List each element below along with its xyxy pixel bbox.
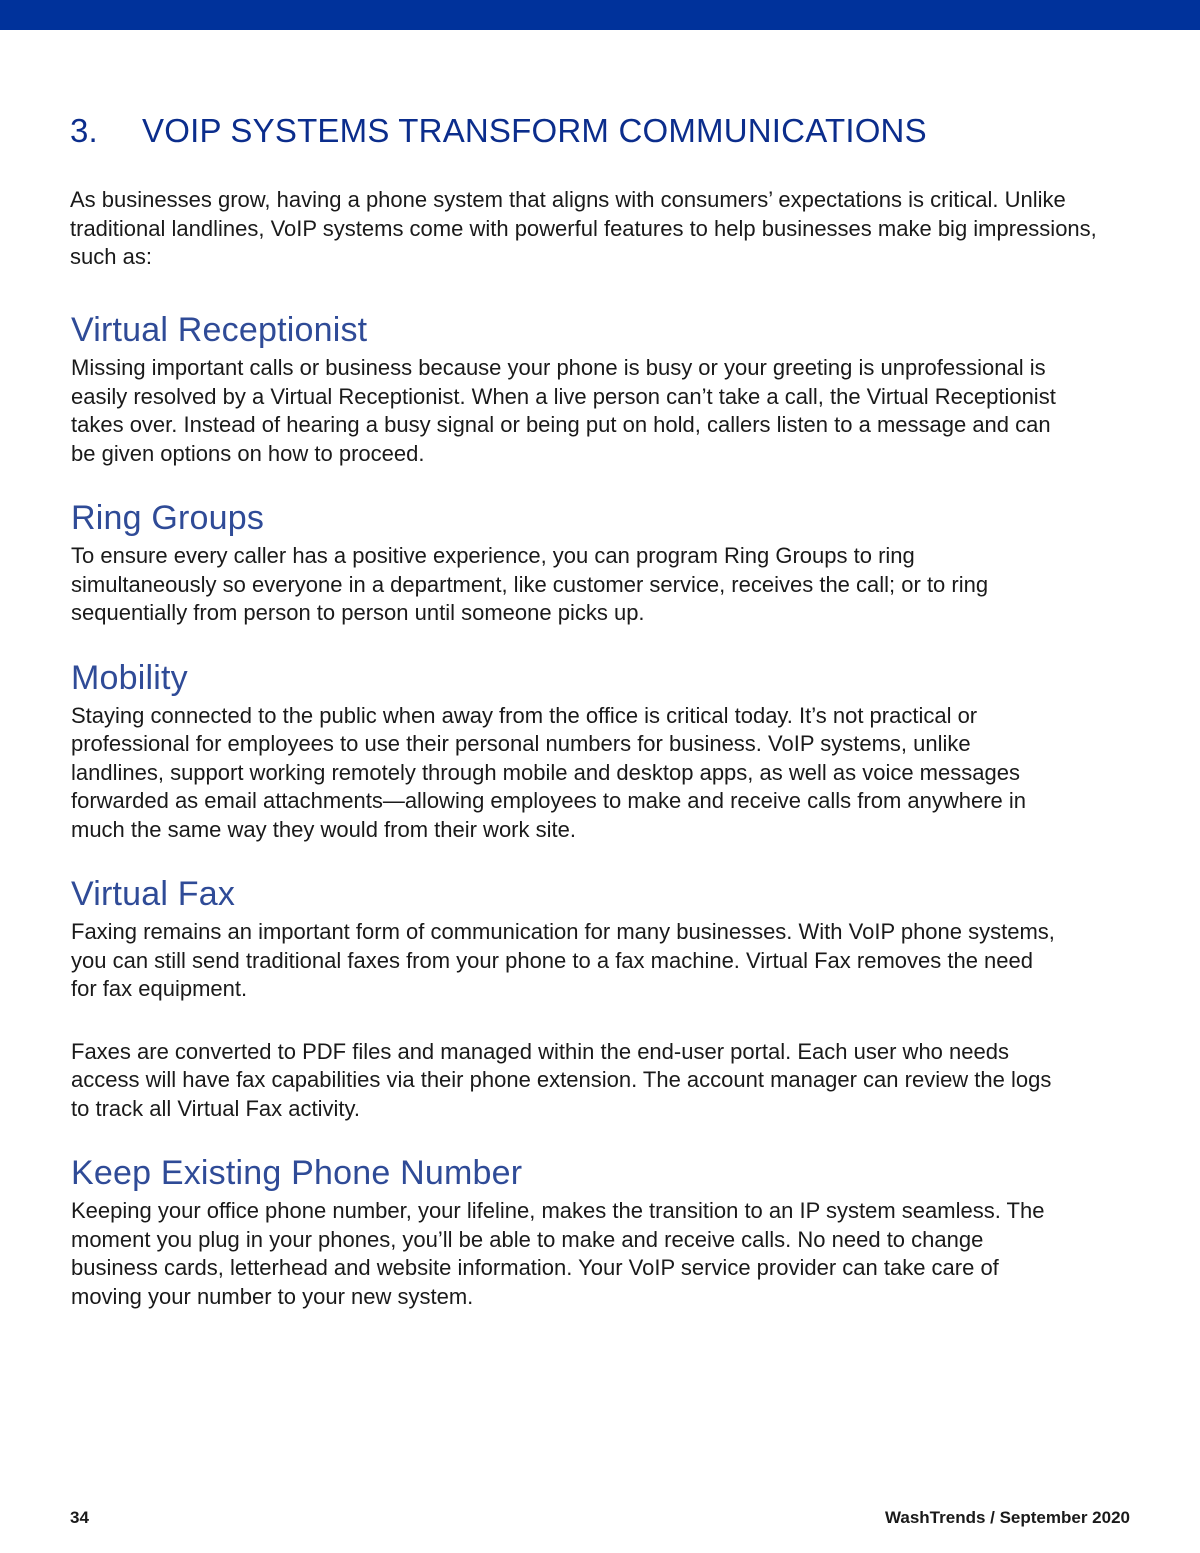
top-color-bar (0, 0, 1200, 30)
feature-virtual-receptionist (71, 310, 1062, 468)
feature-title: Ring Groups (71, 499, 265, 537)
feature-virtual-fax (71, 874, 1062, 1123)
footer-page-number: 34 (70, 1508, 89, 1527)
section-title (70, 112, 927, 150)
section-title-text: VOIP SYSTEMS TRANSFORM COMMUNICATIONS (142, 112, 927, 149)
feature-title: Virtual Fax (71, 875, 236, 913)
feature-paragraph: Keeping your office phone number, your lifeline, makes the transition to an IP system seamless. The moment you plug in your phones, you’ll be able to make and receive calls. No need to change business cards, letterhead and website information. Your VoIP service provider can take care of moving your number to your new system. (71, 1198, 1045, 1309)
feature-keep-existing-phone-number (71, 1153, 1062, 1311)
feature-paragraph: Faxes are converted to PDF files and managed within the end-user portal. Each user who needs access will have fax capabilities via their phone extension. The account manager can review the logs to track all Virtual Fax activity. (71, 1038, 1052, 1121)
feature-title: Mobility (71, 658, 188, 697)
feature-paragraph: Faxing remains an important form of communication for many businesses. With VoIP phone systems, you can still send traditional faxes from your phone to a fax machine. Virtual Fax removes the need for fax equipment. (71, 919, 1055, 1001)
feature-paragraph: To ensure every caller has a positive experience, you can program Ring Groups to ring simultaneously so everyone in a department, like customer service, receives the call; or to ring sequentially from person to person until someone picks up. (71, 543, 989, 625)
footer-publication: WashTrends / September 2020 (884, 1508, 1130, 1527)
feature-title: Virtual Receptionist (71, 311, 368, 349)
section-number: 3. (70, 112, 98, 149)
feature-list (71, 310, 1062, 1311)
feature-paragraph: Staying connected to the public when away from the office is critical today. It’s not practical or professional for employees to use their personal numbers for business. VoIP systems, unlike landlines, support working remotely through mobile and desktop apps, as well as voice messages forwarded as email attachments—allowing employees to make and receive calls from anywhere in much the same way they would from their work site. (71, 702, 1027, 842)
feature-mobility (71, 658, 1062, 845)
intro-paragraph: As businesses grow, having a phone system that aligns with consumers’ expectations is critical. Unlike traditional landlines, VoIP systems come with powerful features to help businesses make big impressions, such as: (70, 187, 1097, 269)
feature-title: Keep Existing Phone Number (71, 1154, 523, 1192)
feature-paragraph: Missing important calls or business because your phone is busy or your greeting is unprofessional is easily resolved by a Virtual Receptionist. When a live person can’t take a call, the Virtual Receptionist takes over. Instead of hearing a busy signal or being put on hold, callers listen to a message and can be given options on how to proceed. (71, 355, 1056, 466)
feature-ring-groups (71, 498, 1062, 628)
